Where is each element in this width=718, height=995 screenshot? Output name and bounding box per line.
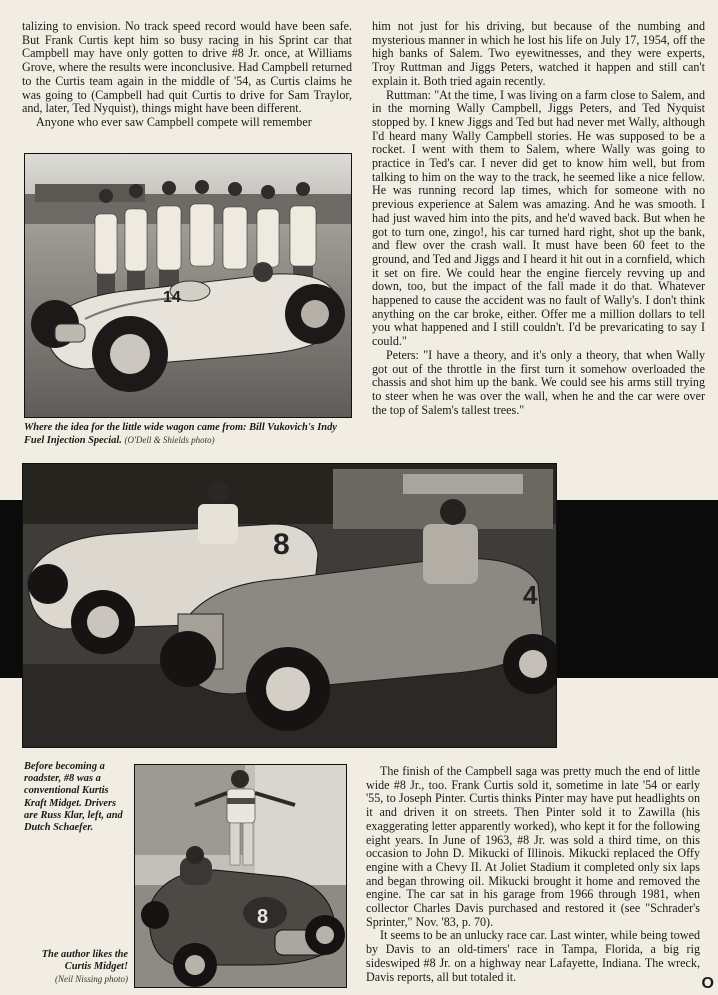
- wheel: [141, 901, 169, 929]
- photo-credit: (O'Dell & Shields photo): [124, 435, 215, 446]
- paragraph: Peters: "I have a theory, and it's only a theory, that when Wally got out of the throttle in the first turn it somehow overloaded the chassis and shot him up the bank. We could see his arms still trying to steer when he was over the wall, when he and the car were over the top of Salem's tallest trees.": [372, 347, 705, 417]
- car-number-8: 8: [273, 528, 290, 561]
- wheel: [71, 590, 135, 654]
- photo-author-illustration: [135, 765, 347, 988]
- paragraph: The finish of the Campbell saga was pretty much the end of little wide #8 Jr., too. Frank Curtis sold it, sometime in late '54 or early '55, to Joseph Pinter. Curtis thinks Pinter may have put headlights on it and driven it on streets. Then Pinter sold it to Zawilla (his exaggerating letter apparently worked), who kept it for the following eight years. In June of 1963, #8 Jr. was sold a third time, on this occasion to John D. Mikucki of Illinois. Mikucki replaced the Offy engine with a Chevy II. At Joliet Stadium it completed only six laps and began throwing oil. Mikucki brought it home and removed the engine. The car sat in his garage from 1966 through 1981, when collector Charles Davis purchased and restored it (see "Schrader's Sprinter," Nov. '83, p. 70).: [366, 764, 700, 929]
- right-column-top: [372, 20, 705, 417]
- decorative-band-right: [555, 500, 718, 678]
- wheel: [285, 284, 345, 344]
- wheel: [173, 943, 217, 987]
- photo-kurtis-midgets: [22, 463, 557, 748]
- photo-midgets-illustration: [23, 464, 557, 748]
- paragraph: talizing to envision. No track speed record would have been safe. But Frank Curtis kept him so busy racing in his Sprint car that Campbell may have only gotten to drive #8 Jr. once, at Williams Grove, where the results were inconclusive. Had Campbell returned to the Curtis team again in the middle of '54, as Curtis claims he was going to (Campbell had quit Curtis to drive for Sam Traylor, and, later, Ted Nyquist), things might have been different.: [22, 19, 352, 116]
- right-column-bottom: [366, 765, 700, 984]
- paragraph: It seems to be an unlucky race car. Last winter, while being towed by Davis to an old-timers' race in Tampa, Florida, a big rig sideswiped #8 Jr. on a highway near Lafayette, Indiana. The wreck, Davis reports, all but totaled it.: [366, 928, 700, 984]
- paragraph: Ruttman: "At the time, I was living on a farm close to Salem, and in the morning Wally Campbell, Jiggs Peters, and Ted Nyquist stopped by. I knew Jiggs and Ted but had never met Wally, although I'd heard many Wally Campbell stories. He was supposed to be a rocket. I went with them to Salem, where Wally was going to practice in Ted's car. I never did get to know him well, but from talking to him on the way to the track, he seemed like a nice fellow. He was running record lap times, which for someone with no previous experience at Salem was amazing. And he was smooth. I had just waved him into the pits, and he'd waved back. But when he got to turn one, zingo!, his car turned hard right, shot up the bank, and flew over the crash wall. It must have been 60 feet to the ground, and Ted and Jiggs and I heard it hit out in a cornfield, which it set on fire. We could hear the engine fiercely revving up and down, too, but the impact of the fall made it do that. Whatever happened to cause the accident was no fault of Wally's. I don't think anything on the car broke, either. Offer me a million dollars to tell you what happened and I still couldn't. I'd be prevaricating to say I could.": [372, 87, 705, 349]
- caption-text: Where the idea for the little wide wagon came from: Bill Vukovich's Indy Fuel Injection Special.: [24, 422, 337, 447]
- wheel: [28, 564, 68, 604]
- caption-text: Before becoming a roadster, #8 was a conventional Kurtis Kraft Midget. Drivers are Russ Klar, left, and Dutch Schaefer.: [24, 761, 123, 834]
- caption-photo-midgets: [24, 761, 129, 834]
- photo-vukovich-illustration: [25, 154, 352, 418]
- paragraph: him not just for his driving, but because of the numbing and mysterious manner in which he lost his life on July 17, 1954, off the high banks of Salem. Two eyewitnesses, and they were experts, Troy Ruttman and Jiggs Peters, watched it happen and still can't explain it. Both tried again recently.: [372, 19, 705, 88]
- left-column-top: [22, 20, 352, 130]
- car-number-4: 4: [523, 580, 538, 610]
- photo-author-curtis-midget: [134, 764, 347, 988]
- page-number: O: [701, 975, 714, 992]
- paragraph: Anyone who ever saw Campbell compete will remember: [36, 114, 312, 129]
- caption-photo-author: [16, 949, 128, 987]
- car-number-8: 8: [257, 906, 269, 928]
- photo-vukovich-special: [24, 153, 352, 418]
- photo-credit: (Neil Nissing photo): [54, 974, 128, 985]
- car-number-14: 14: [163, 289, 181, 306]
- wheel: [305, 915, 345, 955]
- wheel: [246, 647, 330, 731]
- wheel: [160, 631, 216, 687]
- caption-photo-vukovich: [24, 422, 354, 447]
- wheel: [92, 316, 168, 392]
- caption-text: The author likes the Curtis Midget!: [41, 949, 128, 973]
